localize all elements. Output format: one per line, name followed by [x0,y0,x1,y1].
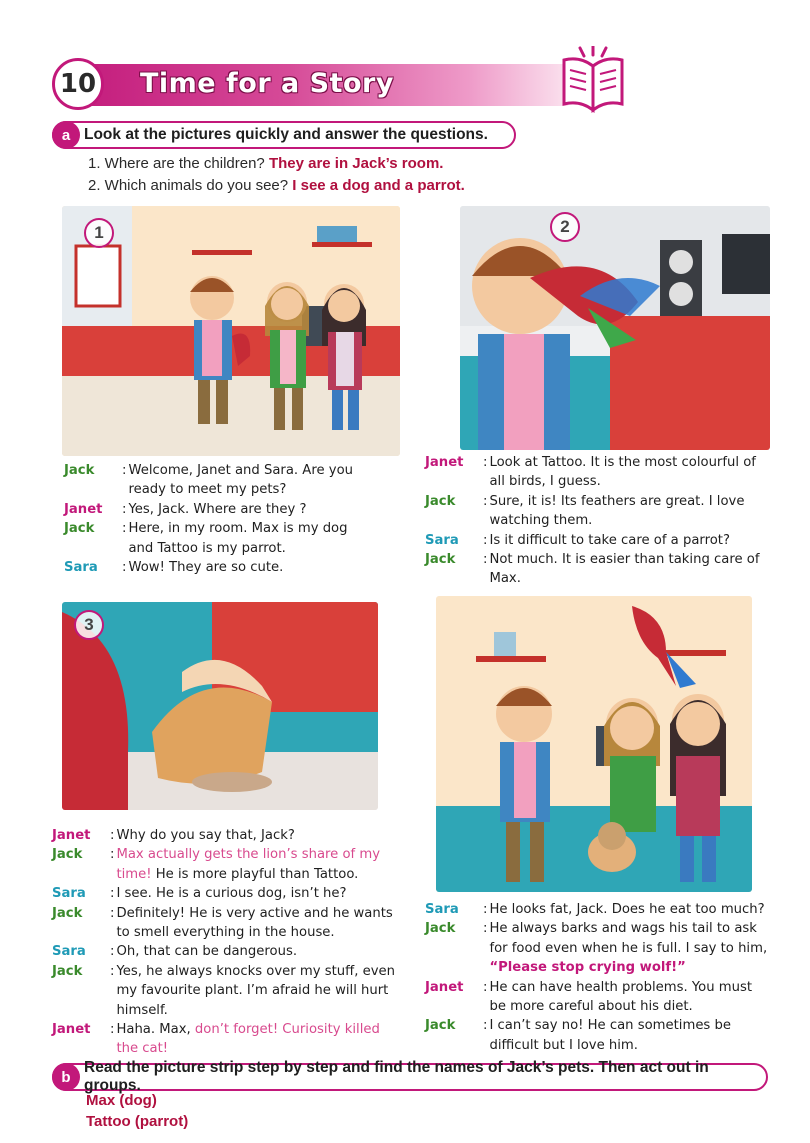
speaker-name: Janet [425,455,464,470]
dialog-text-rest: He is more playful than Tattoo. [151,866,359,882]
answer-pet-1: Max (dog) [86,1092,157,1109]
section-b-instruction [52,1059,768,1094]
panel-3-number: 3 [74,610,104,640]
dialog-line: Janet : Yes, Jack. Where are they ? [64,500,364,519]
speaker-name: Sara [52,886,86,902]
dialog-text: Here, in my room. Max is my dog and Tattoo is my parrot. [128,521,348,556]
story-panel-4 [436,596,752,892]
dialog-text: Wow! They are so cute. [128,560,284,576]
speaker-name: Jack [52,905,83,921]
panel-1-illustration [62,206,400,456]
section-b-marker: b [52,1063,80,1091]
dialog-text [114,1020,402,1059]
unit-number: 10 [52,58,104,110]
dialog-text: Oh, that can be dangerous. [116,944,298,960]
dialog-line: Jack : Welcome, Janet and Sara. Are you ready to meet my pets? [64,461,364,500]
dialog-text: Yes, he always knocks over my stuff, even my favourite plant. I’m afraid he will hurt himself. [116,963,395,1018]
dialog-line: Jack : Max actually gets the lion’s share of my time! He is more playful than Tattoo. [52,845,402,884]
speaker-name: Janet [425,979,464,995]
dialog-text-start: Haha. Max, [116,1022,195,1038]
speaker-name: Jack [64,521,95,537]
dialog-text: Why do you say that, Jack? [116,828,295,843]
dialog-line: Sara : Oh, that can be dangerous. [52,942,402,961]
section-a-text: Look at the pictures quickly and answer the questions. [84,126,488,143]
dialog-text: He can have health problems. You must be more careful about his diet. [489,979,753,1015]
story-panel-1 [62,206,400,456]
dialog-panel-1 [64,461,364,577]
dialog-text: I can’t say no! He can sometimes be difficult but I love him. [489,1018,731,1053]
answer-1: They are in Jack’s room. [268,155,444,172]
dialog-text: I see. He is a curious dog, isn’t he? [116,886,347,902]
dialog-line: Sara : I see. He is a curious dog, isn’t he? [52,884,402,903]
section-a-marker: a [52,121,80,149]
dialog-text: He looks fat, Jack. Does he eat too much? [489,902,765,917]
dialog-text: Is it difficult to take care of a parrot? [489,532,730,548]
speaker-name: Janet [52,1022,91,1038]
speaker-name: Janet [64,501,103,517]
dialog-line: Janet : He can have health problems. You must be more careful about his diet. [425,978,770,1017]
dialog-line: Janet : Why do you say that, Jack? [52,826,402,845]
speaker-name: Jack [64,463,95,478]
speaker-name: Jack [425,1018,456,1034]
dialog-line: Sara : Is it difficult to take care of a parrot? [425,531,765,550]
page-title: Time for a Story [140,68,394,99]
question-1 [88,155,443,172]
open-book-icon [558,46,628,114]
dialog-line: Jack : I can’t say no! He can sometimes be difficult but I love him. [425,1016,770,1055]
speaker-name: Sara [425,532,459,548]
dialog-line: Jack : He always barks and wags his tail to ask for food even when he is full. I say to him, “Please stop crying wolf!” [425,919,770,977]
dialog-text [487,919,770,977]
dialog-line: Sara : Wow! They are so cute. [64,558,364,577]
dialog-text [114,845,402,884]
panel-3-illustration [62,602,378,810]
speaker-name: Jack [425,552,456,568]
dialog-line: Sara : He looks fat, Jack. Does he eat too much? [425,900,770,919]
dialog-panel-2 [425,453,765,589]
dialog-text: Welcome, Janet and Sara. Are you ready to meet my pets? [128,463,353,498]
dialog-text: Not much. It is easier than taking care of Max. [489,552,760,587]
dialog-panel-3 [52,826,402,1059]
dialog-line: Jack : Yes, he always knocks over my stuff, even my favourite plant. I’m afraid he will hurt himself. [52,962,402,1020]
speaker-name: Sara [64,560,98,576]
panel-2-illustration [460,206,770,450]
dialog-text: Sure, it is! Its feathers are great. I love watching them. [489,493,745,529]
story-panel-2 [460,206,770,450]
question-2 [88,177,465,194]
speaker-name: Sara [52,944,86,960]
speaker-name: Jack [425,921,456,937]
section-b-answers [86,1090,188,1132]
dialog-line: Jack : Definitely! He is very active and he wants to smell everything in the house. [52,904,402,943]
dialog-text: Yes, Jack. Where are they ? [128,501,307,517]
story-panel-3 [62,602,378,810]
panel-1-number: 1 [84,218,114,248]
question-2-text: 2. Which animals do you see? [88,177,289,194]
speaker-name: Sara [425,902,459,917]
dialog-line: Janet : Haha. Max, don’t forget! Curiosity killed the cat! [52,1020,402,1059]
dialog-panel-4 [425,900,770,1055]
speaker-name: Jack [52,963,83,979]
dialog-line: Jack : Not much. It is easier than taking care of Max. [425,550,765,589]
speaker-name: Jack [425,493,456,509]
speaker-name: Janet [52,828,91,843]
dialog-line: Jack : Sure, it is! Its feathers are great. I love watching them. [425,492,765,531]
panel-4-illustration [436,596,752,892]
idiom-highlight: “Please stop crying wolf!” [489,960,686,976]
dialog-text-start: He always barks and wags his tail to ask for food even when he is full. I say to him, [489,921,768,956]
dialog-line: Jack : Here, in my room. Max is my dog and Tattoo is my parrot. [64,519,364,558]
speaker-name: Jack [52,847,83,863]
dialog-text: Definitely! He is very active and he wants to smell everything in the house. [116,905,393,941]
answer-2: I see a dog and a parrot. [292,177,465,194]
dialog-line: Janet : Look at Tattoo. It is the most colourful of all birds, I guess. [425,453,765,492]
answer-pet-2: Tattoo (parrot) [86,1113,189,1130]
idiom-highlight: don’t forget! Curiosity killed the cat! [116,1022,380,1057]
section-a-instruction [52,121,516,149]
idiom-highlight: Max actually gets the lion’s share of my time! [116,847,381,882]
question-1-text: 1. Where are the children? [88,155,265,172]
panel-2-number: 2 [550,212,580,242]
dialog-text: Look at Tattoo. It is the most colourful of all birds, I guess. [489,455,756,490]
section-b-text: Read the picture strip step by step and find the names of Jack’s pets. Then act out in groups. [84,1059,709,1094]
